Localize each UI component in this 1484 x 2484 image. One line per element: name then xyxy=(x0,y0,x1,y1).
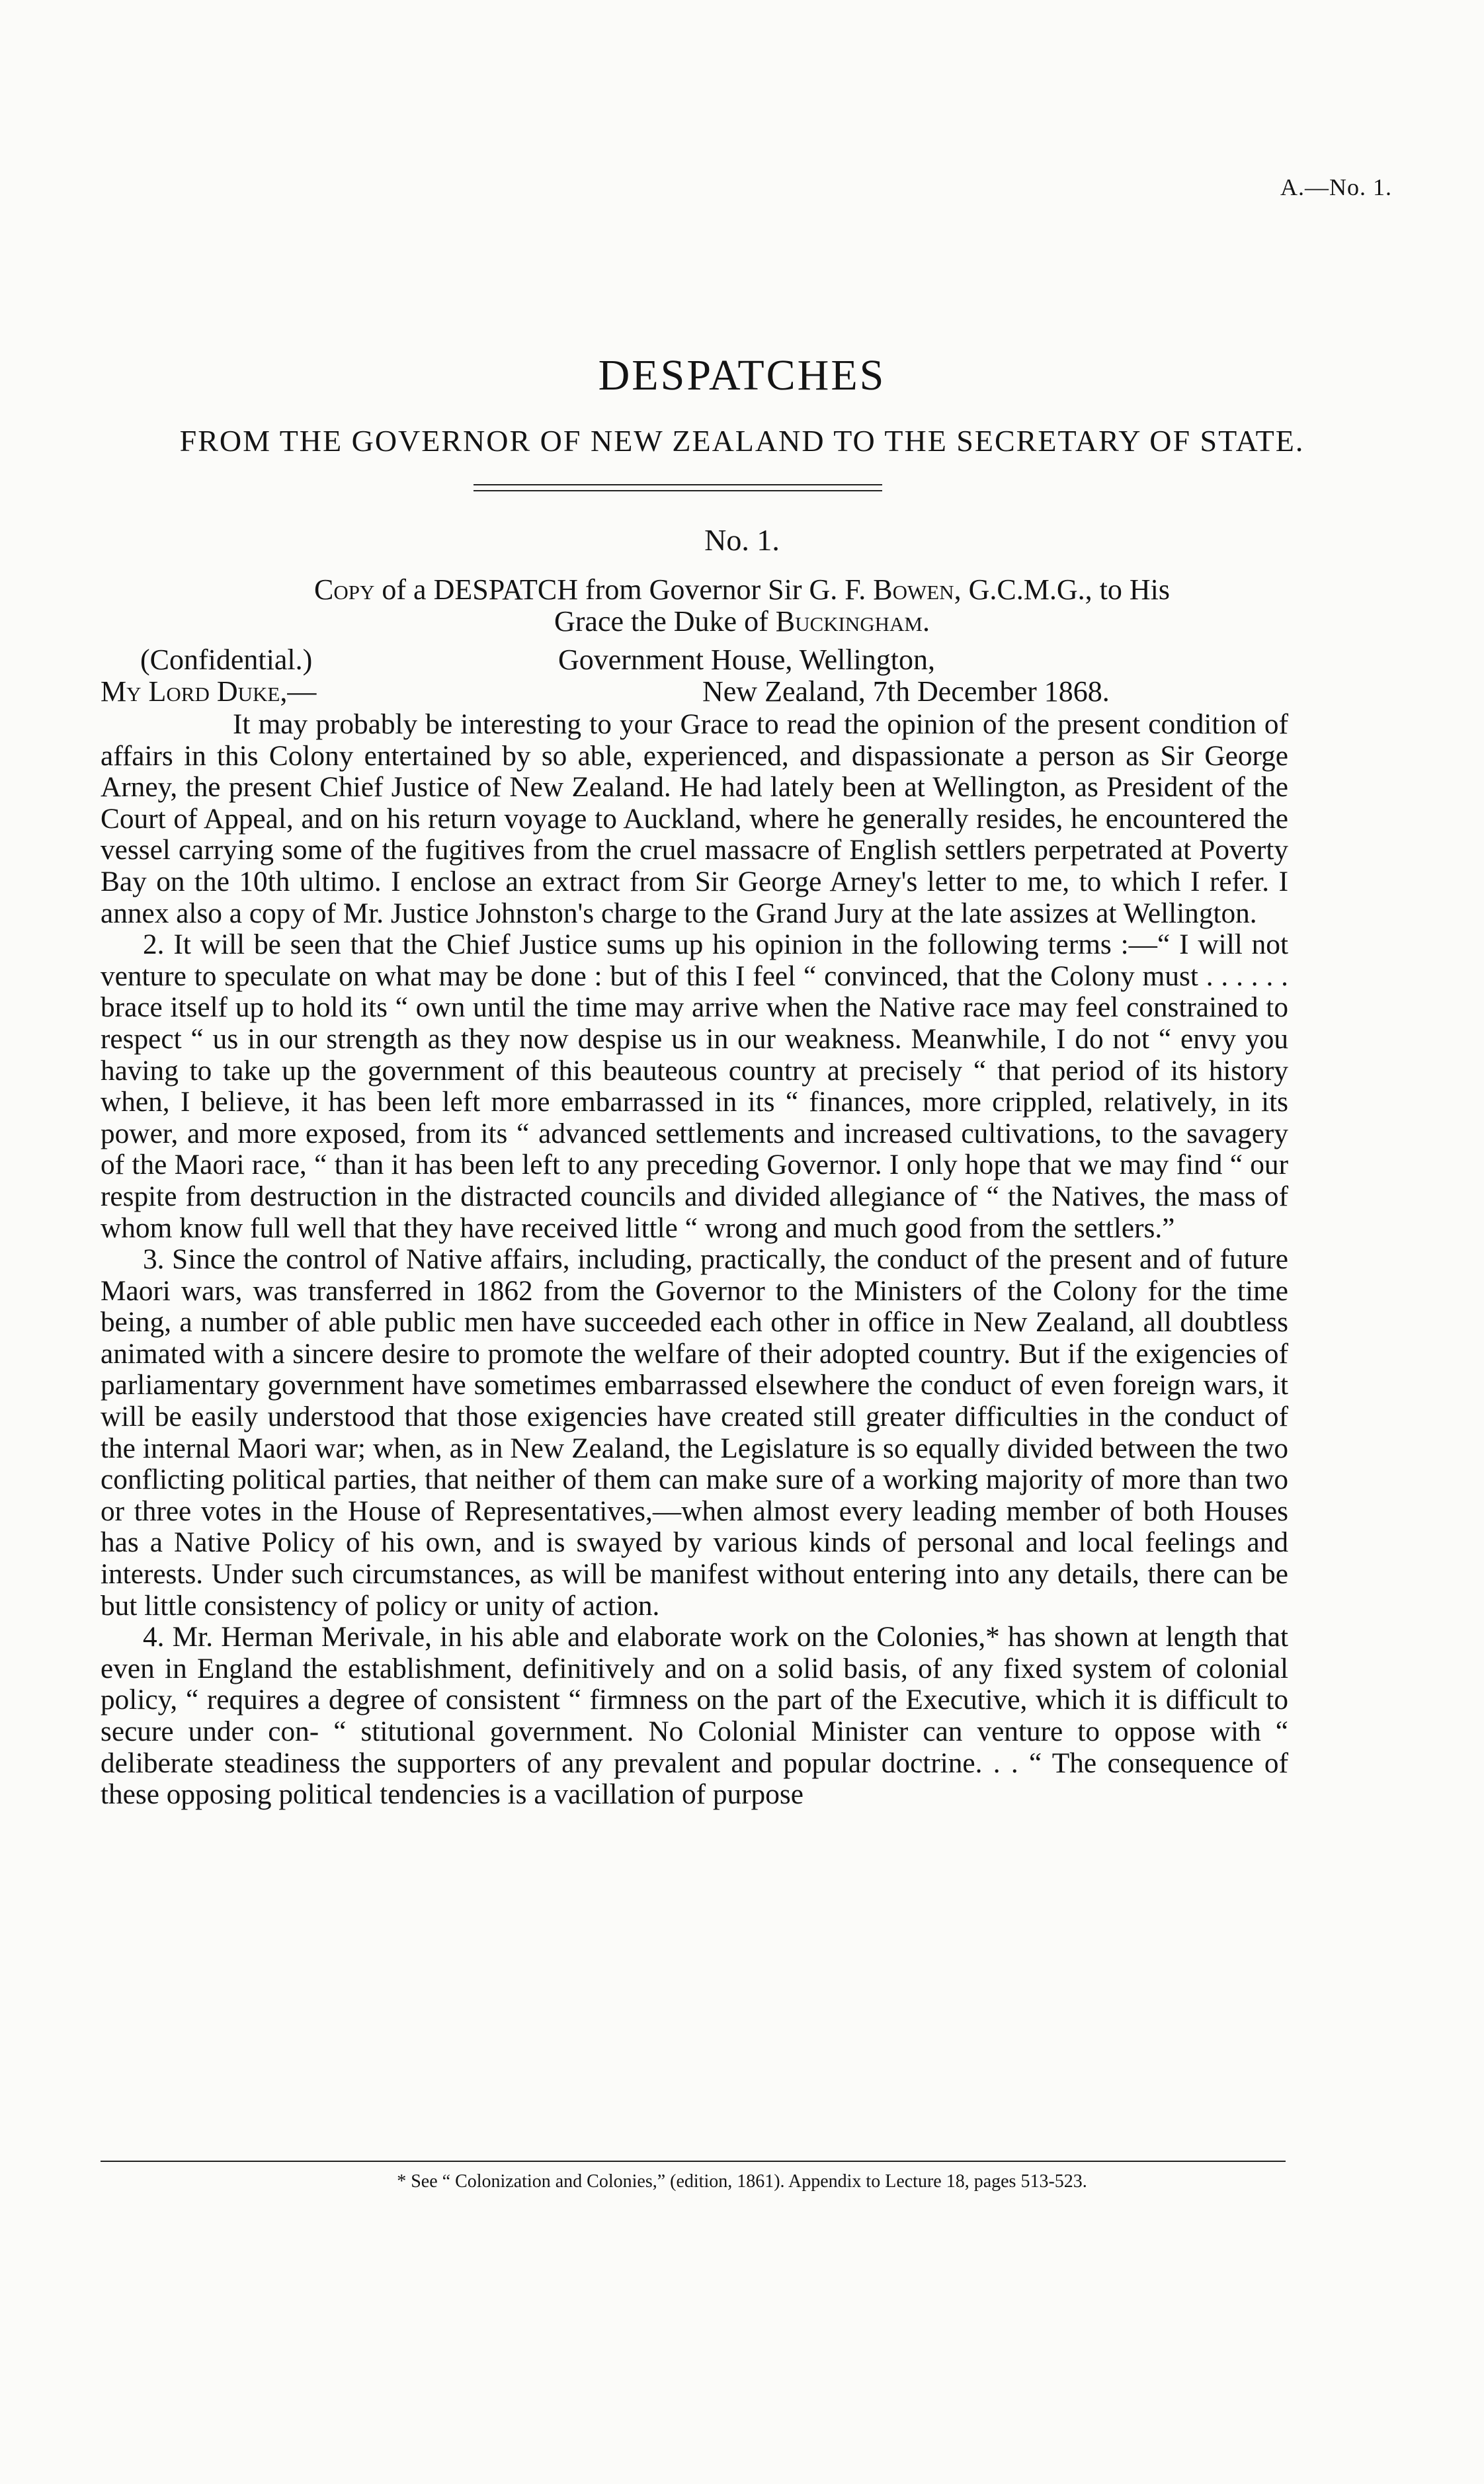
heading-copy-word: Copy xyxy=(314,573,375,606)
paragraph-1: It may probably be interesting to your Grace to read the opinion of the present condition of affairs in this Colony entertained by so able, experienced, and dispassionate a person as Sir George Arney, the present Chief Justice of New Zealand. He had lately been at Wellington, as President of the Court of Appeal, and on his return voyage to Auckland, where he generally resides, he encountered the vessel carrying some of the fugitives from the cruel massacre of English settlers perpetrated at Poverty Bay on the 10th ultimo. I enclose an extract from Sir George Arney's letter to me, to which I refer. I annex also a copy of Mr. Justice Johnston's charge to the Grand Jury at the late assizes at Wellington. xyxy=(101,708,1288,929)
footnote: * See “ Colonization and Colonies,” (edition, 1861). Appendix to Lecture 18, pages 513-523. xyxy=(397,2171,1087,2192)
despatch-number: No. 1. xyxy=(704,523,780,557)
confidential-label: (Confidential.) xyxy=(140,643,313,676)
heading-bowen: Bowen xyxy=(873,573,954,606)
document-title: DESPATCHES xyxy=(598,351,886,399)
despatch-heading-line-2 xyxy=(0,606,1484,638)
address-line-1: Government House, Wellington, xyxy=(558,643,936,676)
salutation: My Lord Duke,— xyxy=(101,675,317,708)
paragraph-2: 2. It will be seen that the Chief Justice sums up his opinion in the following terms :—“ I will not venture to speculate on what may be done : but of this I feel “ convinced, that the Colony must . . . . . . brace itself up to hold its “ own until the time may arrive when the Native race may feel constrained to respect “ us in our strength as they now despise us in our weakness. Meanwhile, I do not “ envy you having to take up the government of this beauteous country at precisely “ that period of its history when, I believe, it has been left more embarrassed in its “ finances, more crippled, relatively, in its power, and more exposed, from its “ advanced settlements and increased cultivations, to the savagery of the Maori race, “ than it has been left to any preceding Governor. I only hope that we may find “ our respite from destruction in the distracted councils and divided allegiance of “ the Natives, the mass of whom know full well that they have received little “ wrong and much good from the settlers.” xyxy=(101,929,1288,1244)
address-line-2: New Zealand, 7th December 1868. xyxy=(702,675,1110,708)
document-subtitle: FROM THE GOVERNOR OF NEW ZEALAND TO THE SECRETARY OF STATE. xyxy=(179,424,1305,458)
page-reference: A.—No. 1. xyxy=(1280,174,1392,200)
paragraph-4: 4. Mr. Herman Merivale, in his able and elaborate work on the Colonies,* has shown at length that even in England the establishment, definitively and on a solid basis, of any fixed system of colonial policy, “ requires a degree of consistent “ firmness on the part of the Executive, which it is difficult to secure under con- “ stitutional government. No Colonial Minister can venture to oppose with “ deliberate steadiness the supporters of any prevalent and popular doctrine. . . “ The consequence of these opposing political tendencies is a vacillation of purpose xyxy=(101,1621,1288,1811)
heading-line2-end: . xyxy=(922,605,930,638)
heading-line1-rest: of a DESPATCH from Governor Sir G. F. xyxy=(374,573,874,606)
paragraph-3: 3. Since the control of Native affairs, including, practically, the conduct of the present and of future Maori wars, was transferred in 1862 from the Governor to the Ministers of the Colony for the time being, a number of able public men have succeeded each other in office in New Zealand, all doubtless animated with a sincere desire to promote the welfare of their adopted country. But if the exigencies of parliamentary government have sometimes embarrassed elsewhere the conduct of even foreign wars, it will be easily understood that those exigencies have created still greater difficulties in the conduct of the internal Maori war; when, as in New Zealand, the Legislature is so equally divided between the two conflicting political parties, that neither of them can make sure of a working majority of more than two or three votes in the House of Representatives,—when almost every leading member of both Houses has a Native Policy of his own, and is swayed by various kinds of personal and local feelings and interests. Under such circumstances, as will be manifest without entering into any details, there can be but little consistency of policy or unity of action. xyxy=(101,1243,1288,1622)
heading-line1-end: , G.C.M.G., to His xyxy=(954,573,1170,606)
footnote-divider xyxy=(101,2161,1286,2162)
title-divider xyxy=(474,484,882,491)
despatch-heading-line-1 xyxy=(0,574,1484,606)
despatch-body xyxy=(101,709,1288,1811)
heading-buckingham: Buckingham xyxy=(775,605,923,638)
heading-line2-start: Grace the Duke of xyxy=(554,605,776,638)
